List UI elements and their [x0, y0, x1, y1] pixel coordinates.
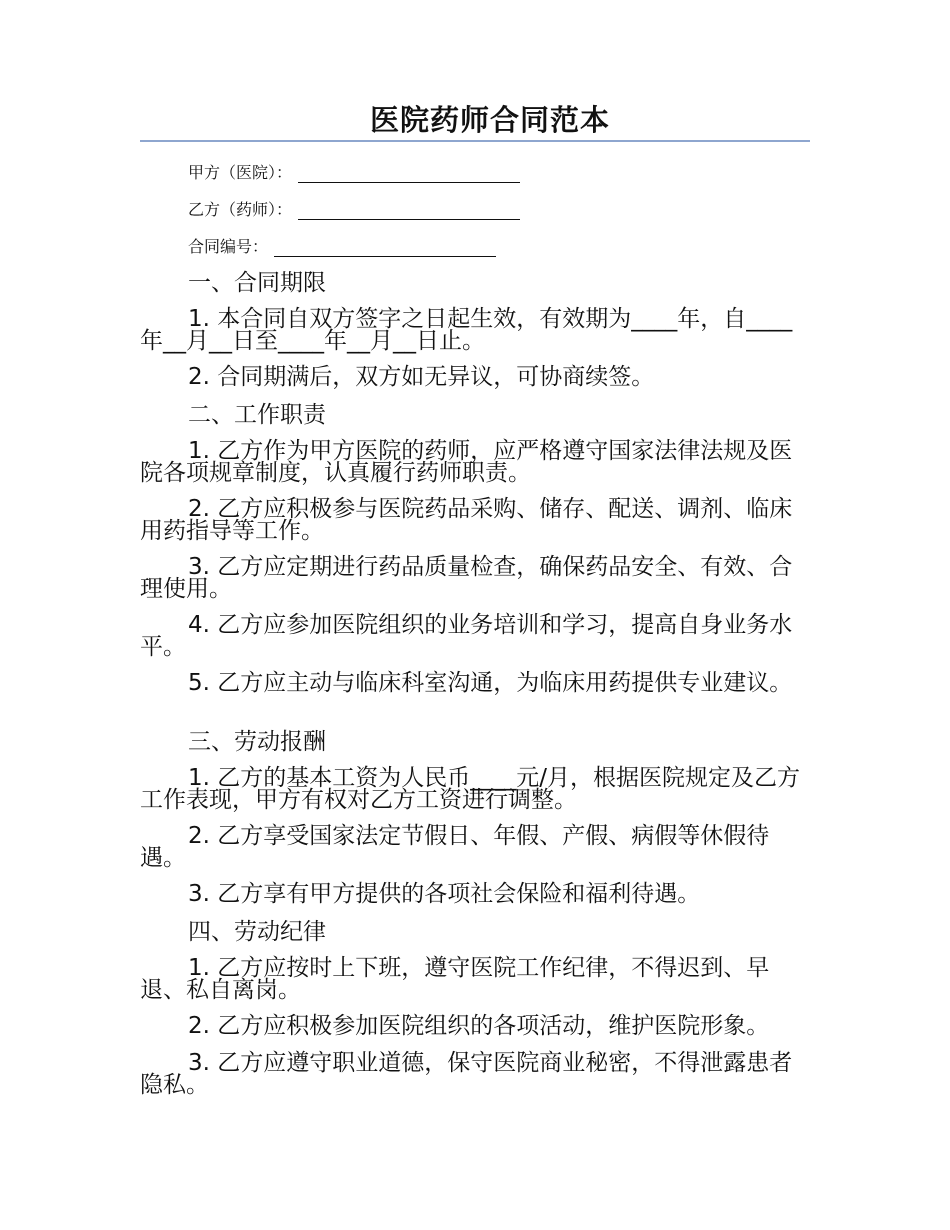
discipline-clause-3: 3. 乙方应遵守职业道德，保守医院商业秘密，不得泄露患者隐私。 — [140, 1050, 793, 1098]
title-underline — [140, 140, 810, 142]
section-heading-remuneration: 三、劳动报酬 — [188, 729, 326, 755]
contract-number-field — [140, 224, 810, 261]
duties-clause-1: 1. 乙方作为甲方医院的药师，应严格遵守国家法律法规及医院各项规章制度，认真履行药师职责。 — [140, 438, 793, 486]
party-b-label: 乙方（药师）： — [188, 200, 293, 219]
section-heading-duties: 二、工作职责 — [188, 402, 326, 428]
party-a-field — [140, 150, 810, 187]
term-clause-1: 1. 本合同自双方签字之日起生效，有效期为____年，自____年__月__日至____年__月__日止。 — [140, 306, 793, 354]
party-b-field — [140, 187, 810, 224]
document-title: 医院药师合同范本 — [369, 103, 610, 137]
remuneration-clause-3: 3. 乙方享有甲方提供的各项社会保险和福利待遇。 — [188, 881, 701, 907]
party-a-blank — [298, 160, 520, 183]
section-heading-discipline: 四、劳动纪律 — [188, 919, 326, 945]
duties-clause-3: 3. 乙方应定期进行药品质量检查，确保药品安全、有效、合理使用。 — [140, 554, 793, 602]
duties-clause-5: 5. 乙方应主动与临床科室沟通，为临床用药提供专业建议。 — [188, 670, 793, 696]
party-b-blank — [298, 197, 520, 220]
discipline-clause-1: 1. 乙方应按时上下班，遵守医院工作纪律，不得迟到、早退、私自离岗。 — [140, 955, 770, 1003]
discipline-clause-2: 2. 乙方应积极参加医院组织的各项活动，维护医院形象。 — [188, 1013, 770, 1039]
contract-number-label: 合同编号： — [188, 237, 269, 256]
contract-number-blank — [274, 234, 496, 257]
party-a-label: 甲方（医院）： — [188, 163, 293, 182]
section-heading-term: 一、合同期限 — [188, 270, 326, 296]
duties-clause-2: 2. 乙方应积极参与医院药品采购、储存、配送、调剂、临床用药指导等工作。 — [140, 496, 793, 544]
document-page — [140, 100, 810, 1100]
duties-clause-4: 4. 乙方应参加医院组织的业务培训和学习，提高自身业务水平。 — [140, 612, 793, 660]
term-clause-2: 2. 合同期满后，双方如无异议，可协商续签。 — [188, 364, 655, 390]
remuneration-clause-1: 1. 乙方的基本工资为人民币____元/月，根据医院规定及乙方工作表现，甲方有权对乙方工资进行调整。 — [140, 765, 801, 813]
remuneration-clause-2: 2. 乙方享受国家法定节假日、年假、产假、病假等休假待遇。 — [140, 823, 770, 871]
